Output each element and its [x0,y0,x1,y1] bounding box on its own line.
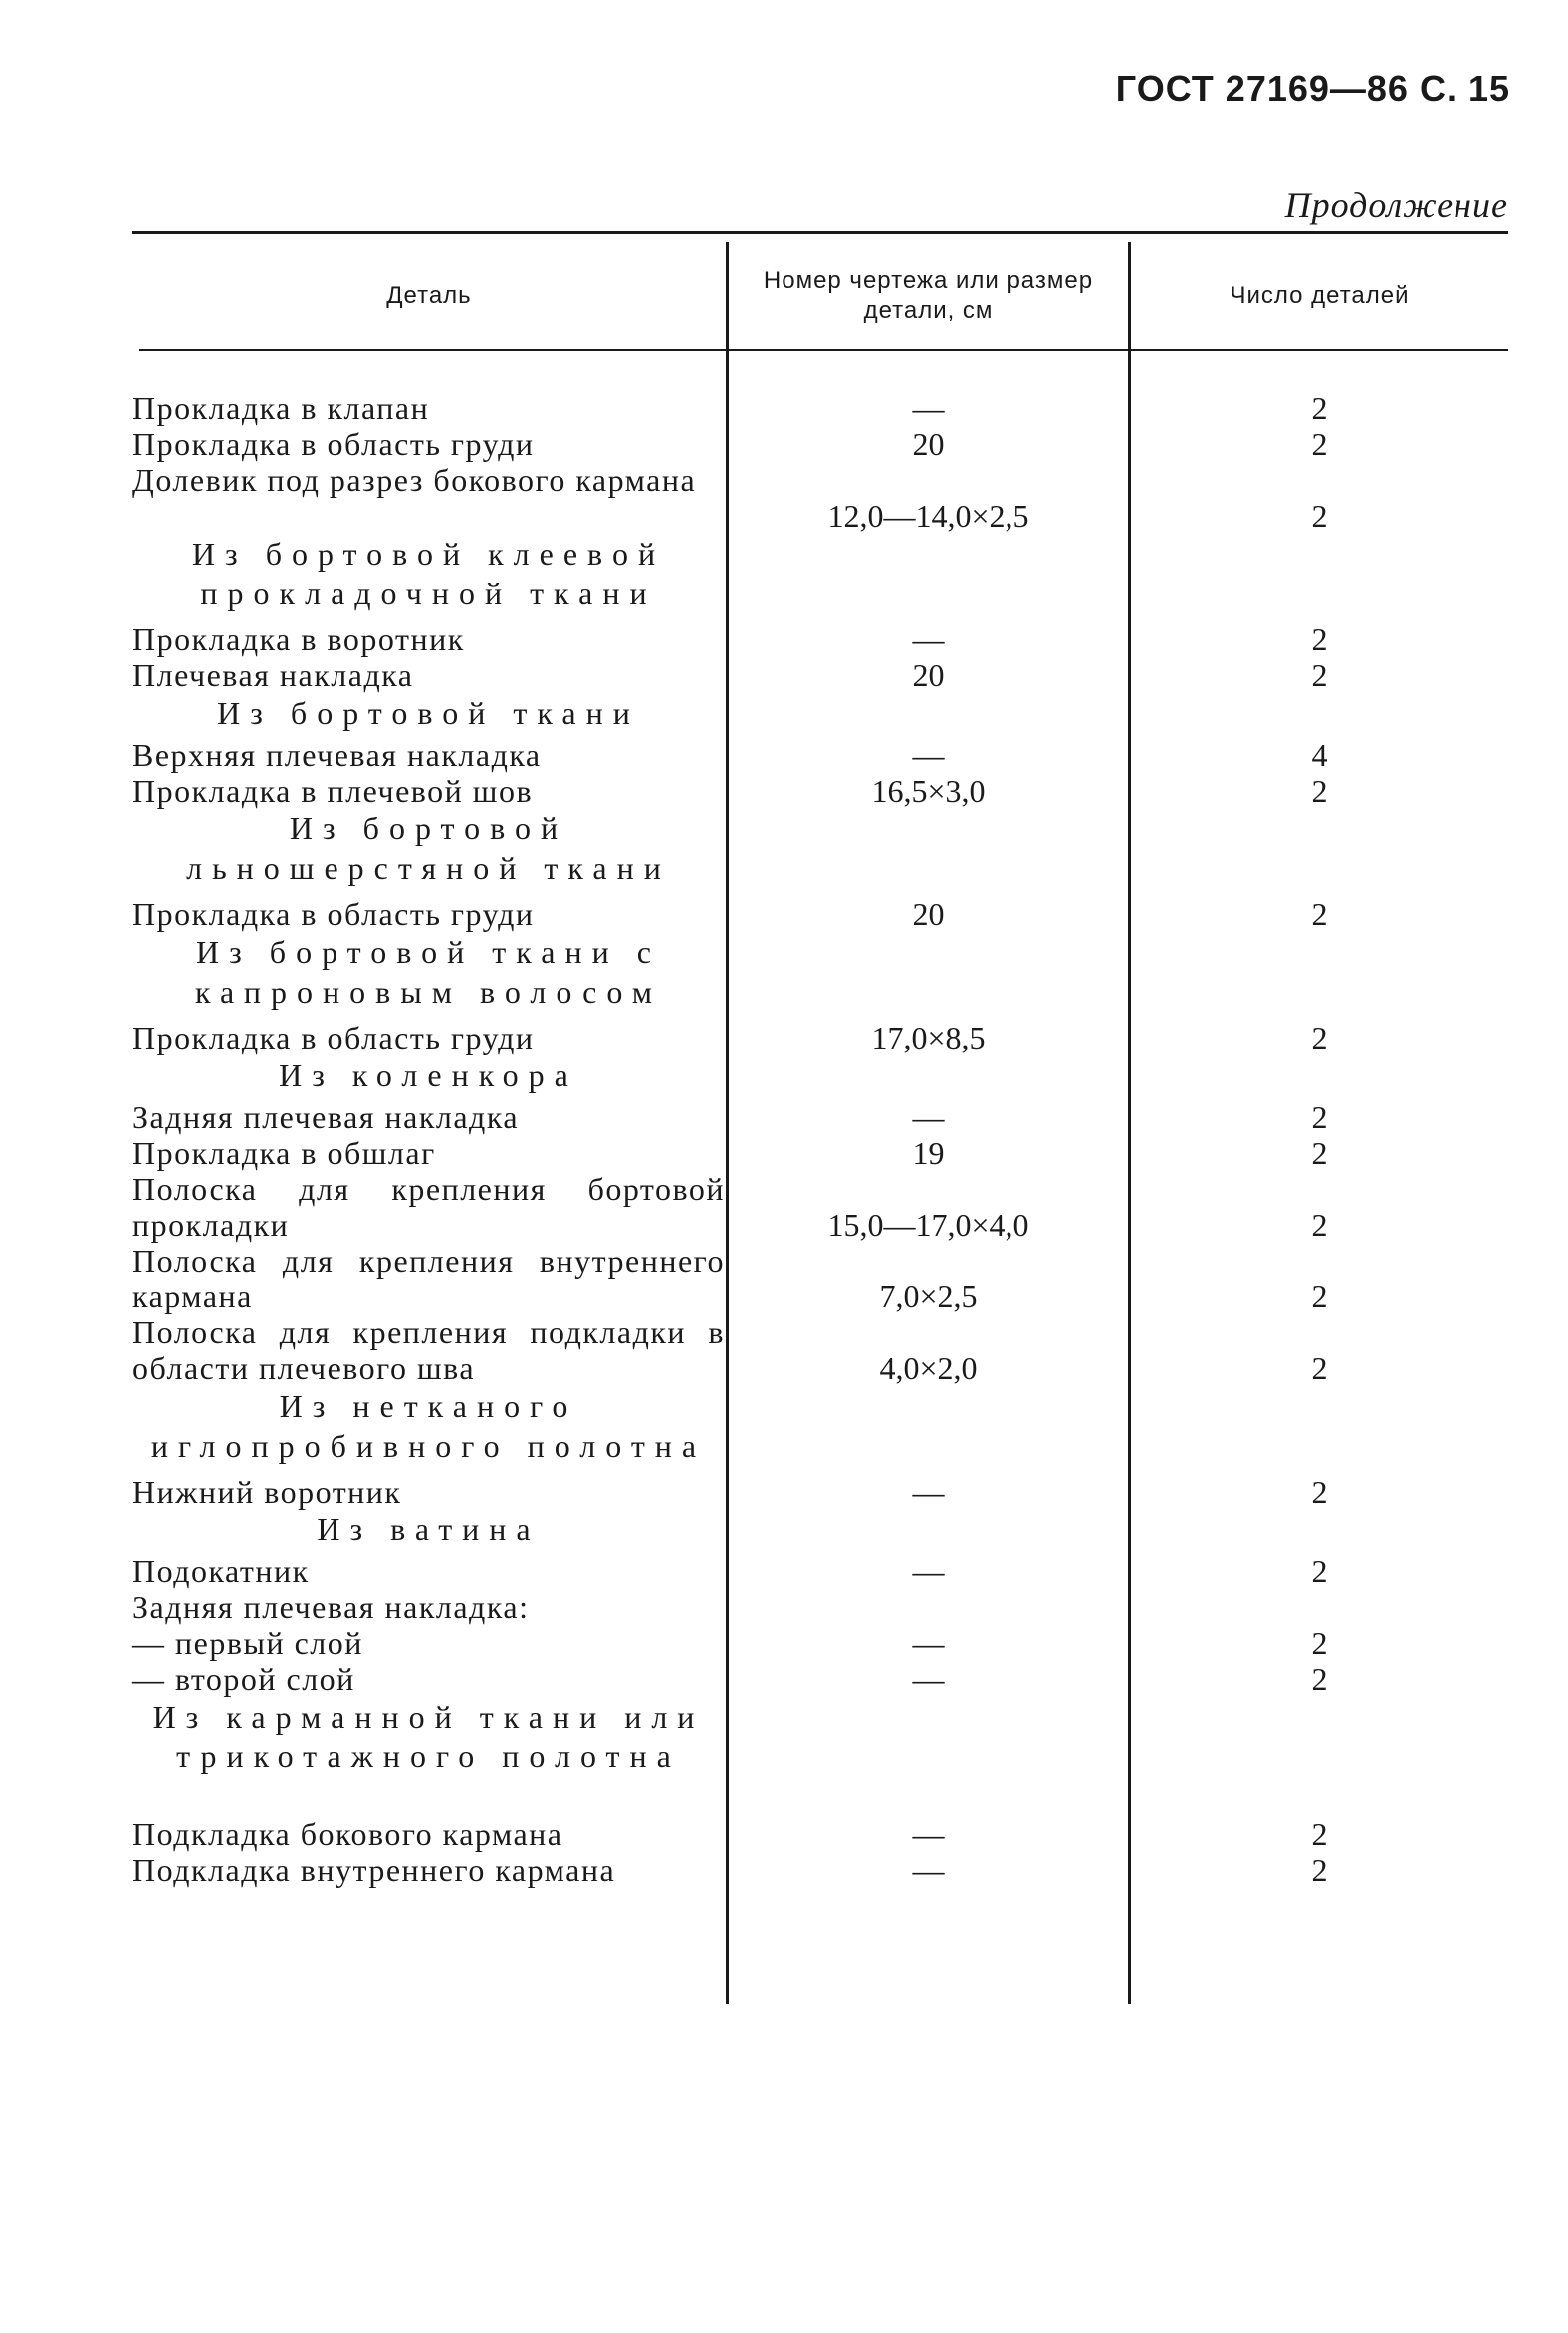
detail-size: — [912,621,945,657]
table-top-rule [132,231,1508,234]
detail-size: 17,0×8,5 [871,1020,986,1055]
detail-name: Подкладка бокового кармана [132,1816,563,1852]
table-row [0,621,1568,657]
detail-name: Прокладка в воротник [132,621,465,657]
section-row [0,809,1568,896]
table-row [0,1020,1568,1055]
section-heading: Из коленкора [279,1057,578,1093]
table-row [0,1474,1568,1510]
detail-name: Задняя плечевая накладка [132,1099,520,1135]
section-heading: Из бортовой ткани с капроновым волосом [194,934,663,1010]
detail-count: 2 [1311,426,1328,462]
table-header-rule [139,349,1508,351]
detail-name: Верхняя плечевая накладка [132,737,542,773]
detail-size: — [912,1099,945,1135]
detail-size: — [912,737,945,773]
section-heading: Из карманной ткани или трикотажного полотна [152,1699,705,1774]
detail-name: Прокладка в обшлаг [132,1135,436,1171]
detail-count: 2 [1311,896,1328,932]
table-row [0,1243,1568,1314]
table-row [0,462,1568,534]
table-row [0,896,1568,932]
detail-size: — [912,1553,945,1589]
detail-name: Нижний воротник [132,1474,402,1510]
detail-size: 16,5×3,0 [871,773,986,809]
table-row [0,1099,1568,1135]
detail-count: 2 [1311,1553,1328,1589]
detail-count: 2 [1311,621,1328,657]
detail-size: 20 [912,426,945,462]
table-row [0,1314,1568,1386]
detail-name: Прокладка в область груди [132,896,535,932]
table-row [0,1553,1568,1589]
detail-name: — первый слой [132,1625,363,1661]
detail-size: 4,0×2,0 [879,1350,978,1386]
table-row [0,1661,1568,1697]
section-row [0,1510,1568,1553]
detail-size: — [912,1625,945,1661]
table-row [0,1625,1568,1661]
detail-count: 2 [1311,1661,1328,1697]
detail-size: — [912,390,945,426]
section-heading: Из бортовой ткани [217,695,640,731]
page-header: ГОСТ 27169—86 С. 15 [1115,68,1510,109]
section-row [0,1055,1568,1099]
section-row [0,693,1568,737]
detail-name: Подокатник [132,1553,310,1589]
column-header-count: Число деталей [1230,281,1410,309]
table-row [0,426,1568,462]
detail-count: 4 [1311,737,1328,773]
continuation-label: Продолжение [1284,185,1508,225]
detail-name: Полоска для крепления внутреннего кармана [132,1243,725,1314]
table-row [0,1135,1568,1171]
table-row [0,657,1568,693]
detail-count: 2 [1311,498,1328,534]
detail-name: Долевик под разрез бокового кармана [132,462,697,498]
section-heading: Из бортовой льношерстяной ткани [186,811,671,886]
detail-size: 7,0×2,5 [879,1279,978,1314]
table-row [0,1589,1568,1625]
detail-name: — второй слой [132,1661,355,1697]
detail-count: 2 [1311,1625,1328,1661]
section-row [0,534,1568,621]
detail-count: 2 [1311,1099,1328,1135]
detail-count: 2 [1311,1852,1328,1888]
detail-count: 2 [1311,1816,1328,1852]
detail-count: 2 [1311,1279,1328,1314]
table-row [0,1852,1568,1888]
detail-count: 2 [1311,1135,1328,1171]
detail-size: 15,0—17,0×4,0 [827,1207,1029,1243]
table-body [0,390,1568,1888]
section-heading: Из бортовой клеевой прокладочной ткани [191,536,666,611]
section-row [0,1386,1568,1474]
detail-name: Полоска для крепления бортовой прокладки [132,1171,725,1243]
detail-count: 2 [1311,773,1328,809]
detail-count: 2 [1311,1207,1328,1243]
detail-name: Полоска для крепления подкладки в области плечевого шва [132,1314,725,1386]
detail-size: 19 [912,1135,945,1171]
detail-count: 2 [1311,1474,1328,1510]
detail-name: Прокладка в область груди [132,426,535,462]
section-row [0,932,1568,1020]
section-heading: Из ватина [317,1512,541,1547]
detail-name: Плечевая накладка [132,657,414,693]
table-row [0,773,1568,809]
detail-count: 2 [1311,1020,1328,1055]
detail-name: Подкладка внутреннего кармана [132,1852,616,1888]
detail-size: 20 [912,657,945,693]
table-row [0,737,1568,773]
detail-size: 12,0—14,0×2,5 [827,498,1029,534]
detail-name: Прокладка в клапан [132,390,430,426]
detail-name: Прокладка в область груди [132,1020,535,1055]
detail-count: 2 [1311,390,1328,426]
detail-name: Задняя плечевая накладка: [132,1589,530,1625]
detail-name: Прокладка в плечевой шов [132,773,534,809]
detail-count: 2 [1311,657,1328,693]
section-row [0,1697,1568,1816]
section-heading: Из нетканого иглопробивного полотна [150,1388,707,1464]
table-row [0,1171,1568,1243]
detail-size: 20 [912,896,945,932]
detail-count: 2 [1311,1350,1328,1386]
detail-size: — [912,1816,945,1852]
table-row [0,390,1568,426]
detail-size: — [912,1661,945,1697]
table-row [0,1816,1568,1852]
detail-size: — [912,1852,945,1888]
column-header-drawing: Номер чертежа или размер детали, см [763,266,1094,324]
detail-size: — [912,1474,945,1510]
column-header-detail: Деталь [386,281,472,309]
